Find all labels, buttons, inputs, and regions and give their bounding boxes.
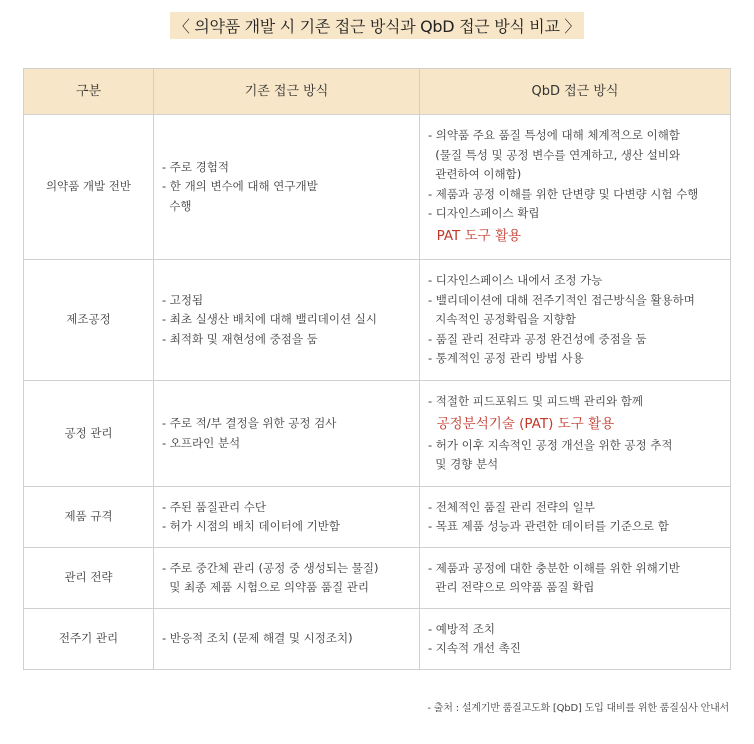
- traditional-line: - 주로 적/부 결정을 위한 공정 검사: [162, 416, 337, 430]
- row-traditional-cell: [154, 548, 420, 609]
- qbd-line: - 지속적 개선 촉진: [428, 641, 521, 655]
- row-qbd-cell: [420, 548, 731, 609]
- row-category: 전주기 관리: [24, 609, 154, 670]
- qbd-line: 및 경향 분석: [428, 457, 499, 472]
- header-traditional: 기존 접근 방식: [154, 69, 420, 115]
- qbd-line: 지속적인 공정확립을 지향함: [428, 312, 576, 327]
- qbd-line: 관련하여 이해함): [428, 167, 522, 182]
- row-category: 제조공정: [24, 260, 154, 381]
- header-qbd: QbD 접근 방식: [420, 69, 731, 115]
- traditional-line: - 허가 시점의 배치 데이터에 기반함: [162, 519, 340, 533]
- qbd-line: - 예방적 조치: [428, 621, 496, 636]
- row-category: 의약품 개발 전반: [24, 115, 154, 260]
- qbd-line: - 의약품 주요 품질 특성에 대해 체계적으로 이해함: [428, 128, 680, 143]
- qbd-line: 공정분석기술 (PAT) 도구 활용: [428, 415, 615, 432]
- table-header-row: [24, 69, 731, 115]
- qbd-line: (물질 특성 및 공정 변수를 연계하고, 생산 설비와: [428, 147, 681, 162]
- table-row: [24, 487, 731, 548]
- qbd-line: PAT 도구 활용: [428, 227, 522, 244]
- qbd-line: - 밸리데이션에 대해 전주기적인 접근방식을 활용하며: [428, 292, 695, 307]
- traditional-line: - 한 개의 변수에 대해 연구개발: [162, 179, 318, 194]
- traditional-line: - 주된 품질관리 수단: [162, 499, 266, 514]
- traditional-line: - 주로 경험적: [162, 159, 230, 174]
- traditional-line: - 주로 중간체 관리 (공정 중 생성되는 물질): [162, 560, 379, 575]
- traditional-line: - 반응적 조치 (문제 해결 및 시정조치): [162, 631, 353, 646]
- qbd-line: - 제품과 공정에 대한 충분한 이해를 위한 위해기반: [428, 560, 680, 575]
- qbd-line: - 적절한 피드포워드 및 피드백 관리와 함께: [428, 394, 643, 409]
- traditional-line: 수행: [162, 198, 192, 213]
- row-qbd-cell: [420, 381, 731, 487]
- traditional-line: - 오프라인 분석: [162, 435, 241, 450]
- qbd-line: - 제품과 공정 이해를 위한 단변량 및 다변량 시험 수행: [428, 186, 699, 201]
- qbd-line: 관리 전략으로 의약품 품질 확립: [428, 580, 595, 594]
- row-traditional-cell: [154, 487, 420, 548]
- table-body: [24, 115, 731, 670]
- traditional-line: 및 최종 제품 시험으로 의약품 품질 관리: [162, 580, 369, 594]
- comparison-table: [23, 68, 731, 670]
- title-container: [0, 12, 754, 39]
- row-traditional-cell: [154, 609, 420, 670]
- row-qbd-cell: [420, 115, 731, 260]
- row-category: 공정 관리: [24, 381, 154, 487]
- row-traditional-cell: [154, 260, 420, 381]
- table-row: [24, 381, 731, 487]
- qbd-line: - 디자인스페이스 확립: [428, 206, 540, 221]
- row-qbd-cell: [420, 260, 731, 381]
- row-category: 관리 전략: [24, 548, 154, 609]
- row-category: 제품 규격: [24, 487, 154, 548]
- header-category: 구분: [24, 69, 154, 115]
- qbd-line: - 품질 관리 전략과 공정 완건성에 중점을 둠: [428, 331, 647, 346]
- qbd-line: - 허가 이후 지속적인 공정 개선을 위한 공정 추적: [428, 437, 673, 452]
- row-traditional-cell: [154, 381, 420, 487]
- row-qbd-cell: [420, 487, 731, 548]
- table-row: [24, 115, 731, 260]
- table-row: [24, 548, 731, 609]
- qbd-line: - 디자인스페이스 내에서 조정 가능: [428, 273, 603, 288]
- traditional-line: - 고정됨: [162, 292, 204, 307]
- row-qbd-cell: [420, 609, 731, 670]
- source-note: - 출처 : 설계기반 품질고도화 [QbD] 도입 대비를 위한 품질심사 안내서: [427, 703, 729, 714]
- table-row: [24, 260, 731, 381]
- page-title: 〈 의약품 개발 시 기존 접근 방식과 QbD 접근 방식 비교 〉: [170, 12, 584, 39]
- qbd-line: - 통계적인 공정 관리 방법 사용: [428, 351, 584, 366]
- traditional-line: - 최적화 및 재현성에 중점을 둠: [162, 331, 318, 346]
- qbd-line: - 전체적인 품질 관리 전략의 일부: [428, 499, 595, 514]
- qbd-line: - 목표 제품 성능과 관련한 데이터를 기준으로 함: [428, 519, 669, 533]
- traditional-line: - 최초 실생산 배치에 대해 밸리데이션 실시: [162, 312, 377, 327]
- table-row: [24, 609, 731, 670]
- row-traditional-cell: [154, 115, 420, 260]
